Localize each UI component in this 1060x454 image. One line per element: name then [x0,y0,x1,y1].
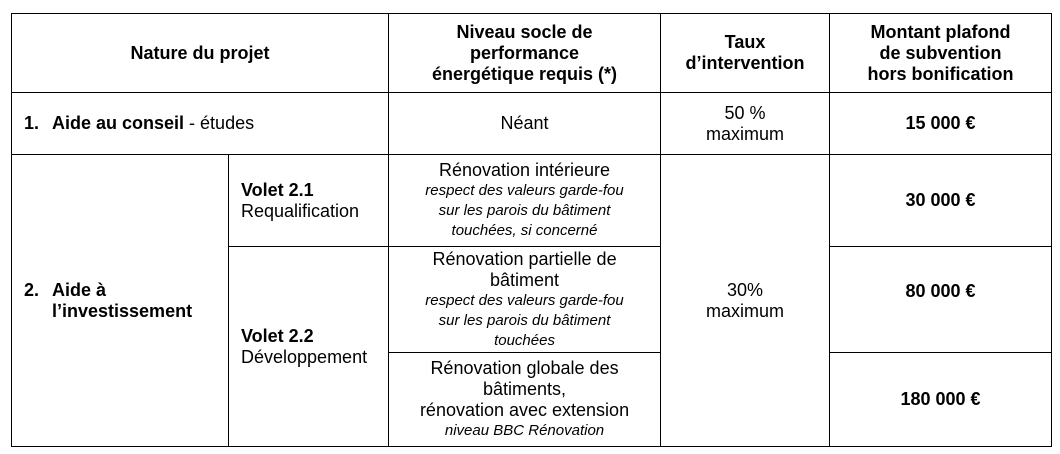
table-row-renovation-interieure [12,155,1052,247]
header-taux: Taux d’intervention [661,14,830,93]
header-montant: Montant plafond de subvention hors bonification [830,14,1052,93]
taux-investissement: 30% maximum [661,155,830,447]
montant-renovation-partielle: 80 000 € [830,247,1052,353]
niveau-renovation-globale: Rénovation globale des bâtiments, rénovation avec extension niveau BBC Rénovation [389,353,661,447]
montant-conseil: 15 000 € [830,93,1052,155]
montant-renovation-interieure: 30 000 € [830,155,1052,247]
nature-investissement: 2. Aide à l’investissement [12,155,229,447]
niveau-renovation-partielle: Rénovation partielle de bâtiment respect des valeurs garde-fou sur les parois du bâtiment touchées [389,247,661,353]
taux-conseil: 50 % maximum [661,93,830,155]
montant-renovation-globale: 180 000 € [830,353,1052,447]
header-niveau: Niveau socle de performance énergétique requis (*) [389,14,661,93]
nature-conseil: 1. Aide au conseil - études [12,93,389,155]
subsidy-table [11,13,1052,447]
niveau-conseil: Néant [389,93,661,155]
niveau-renovation-interieure: Rénovation intérieure respect des valeurs garde-fou sur les parois du bâtiment touchées, si concerné [389,155,661,247]
volet-2-1: Volet 2.1 Requalification [229,155,389,247]
header-row [12,14,1052,93]
volet-2-2: Volet 2.2 Développement [229,247,389,447]
header-nature: Nature du projet [12,14,389,93]
table-row-conseil [12,93,1052,155]
